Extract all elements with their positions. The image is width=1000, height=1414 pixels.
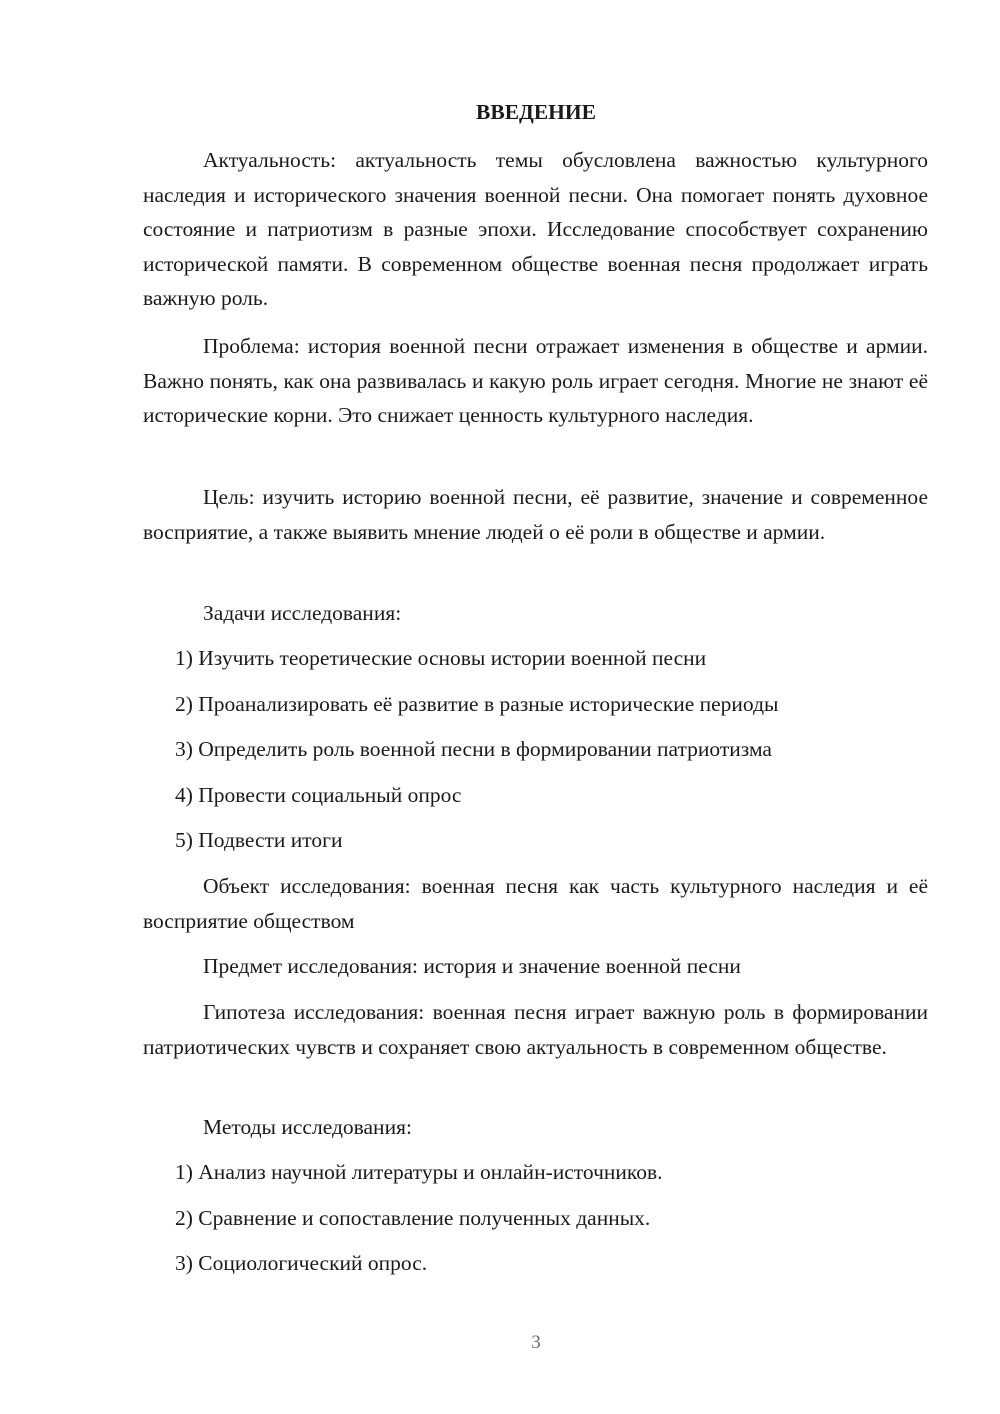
hypothesis-paragraph: Гипотеза исследования: военная песня играет важную роль в формировании патриотических чувств и сохраняет свою актуальность в современном обществе. xyxy=(143,1000,928,1059)
list-item: 2) Сравнение и сопоставление полученных данных. xyxy=(175,1206,651,1230)
list-item: 5) Подвести итоги xyxy=(175,828,343,852)
list-item: 2) Проанализировать её развитие в разные исторические периоды xyxy=(175,692,779,716)
subject-paragraph: Предмет исследования: история и значение военной песни xyxy=(203,954,741,978)
methods-heading: Методы исследования: xyxy=(203,1115,412,1139)
object-paragraph: Объект исследования: военная песня как часть культурного наследия и её восприятие обществом xyxy=(143,874,928,933)
list-item: 4) Провести социальный опрос xyxy=(175,783,462,807)
list-item: 1) Анализ научной литературы и онлайн-источников. xyxy=(175,1160,663,1184)
problem-paragraph: Проблема: история военной песни отражает изменения в обществе и армии. Важно понять, как она развивалась и какую роль играет сегодня. Многие не знают её исторические корни. Это снижает ценность культурного наследия. xyxy=(143,334,928,427)
list-item: 3) Социологический опрос. xyxy=(175,1251,428,1275)
list-item: 3) Определить роль военной песни в формировании патриотизма xyxy=(175,737,772,761)
tasks-heading: Задачи исследования: xyxy=(203,601,402,625)
page-number: 3 xyxy=(531,1332,541,1353)
list-item: 1) Изучить теоретические основы истории военной песни xyxy=(175,646,707,670)
relevance-paragraph: Актуальность: актуальность темы обусловлена важностью культурного наследия и исторического значения военной песни. Она помогает понять духовное состояние и патриотизм в разные эпохи. Исследование способствует сохранению исторической памяти. В современном обществе военная песня продолжает играть важную роль. xyxy=(143,148,928,310)
page-title: ВВЕДЕНИЕ xyxy=(476,100,596,124)
goal-paragraph: Цель: изучить историю военной песни, её развитие, значение и современное восприятие, а также выявить мнение людей о её роли в обществе и армии. xyxy=(143,485,928,544)
